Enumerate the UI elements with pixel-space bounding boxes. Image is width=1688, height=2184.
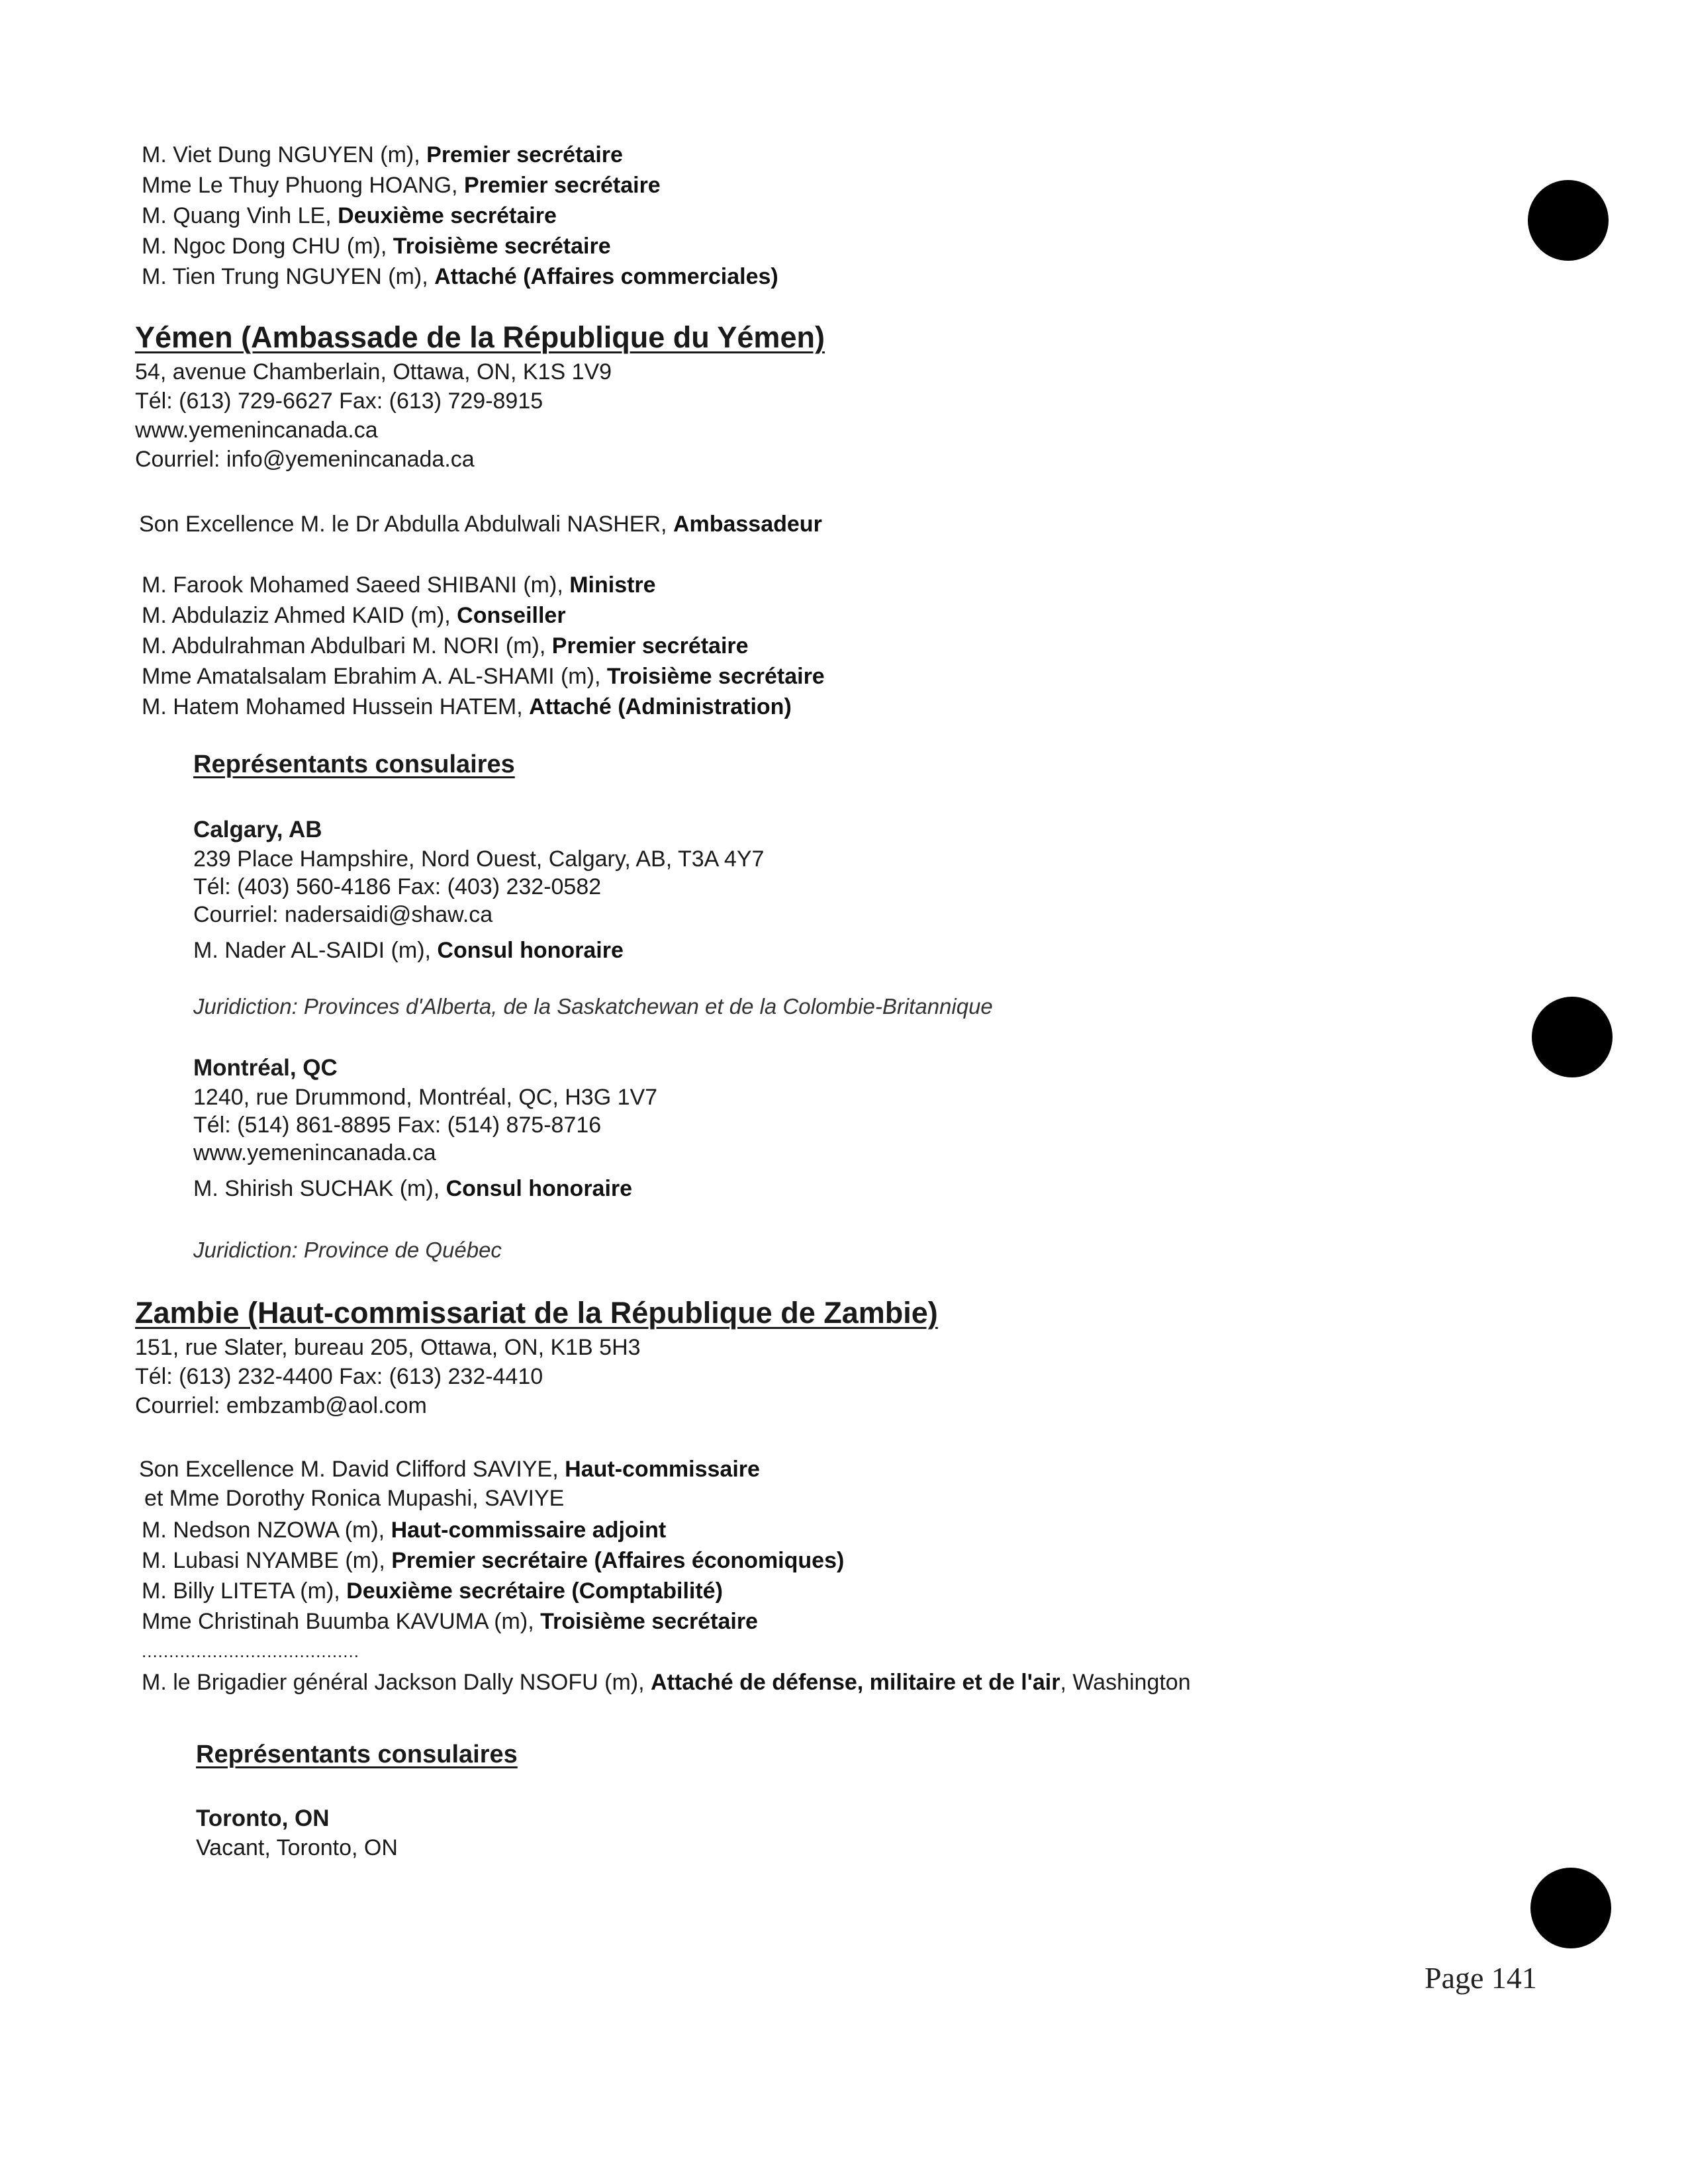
website: www.yemenincanada.ca xyxy=(135,418,378,443)
page-number: Page 141 xyxy=(1425,1961,1537,1995)
spouse: et Mme Dorothy Ronica Mupashi, SAVIYE xyxy=(144,1486,565,1511)
head-of-mission: Son Excellence M. le Dr Abdulla Abdulwali NASHER, Ambassadeur xyxy=(139,512,822,537)
staff-entry: M. Nedson NZOWA (m), Haut-commissaire adjoint xyxy=(142,1518,667,1543)
staff-entry: M. Tien Trung NGUYEN (m), Attaché (Affaires commerciales) xyxy=(142,264,778,289)
hole-punch xyxy=(1532,997,1613,1077)
address: 151, rue Slater, bureau 205, Ottawa, ON, K1B 5H3 xyxy=(135,1335,641,1360)
staff-entry: M. Ngoc Dong CHU (m), Troisième secrétaire xyxy=(142,234,611,259)
consulate-address: 1240, rue Drummond, Montréal, QC, H3G 1V7 xyxy=(193,1085,658,1110)
email: Courriel: embzamb@aol.com xyxy=(135,1393,427,1418)
staff-entry: Mme Christinah Buumba KAVUMA (m), Troisième secrétaire xyxy=(142,1609,758,1634)
jurisdiction: Juridiction: Provinces d'Alberta, de la Saskatchewan et de la Colombie-Britannique xyxy=(193,994,993,1019)
consulate-website: www.yemenincanada.ca xyxy=(193,1140,436,1165)
address: 54, avenue Chamberlain, Ottawa, ON, K1S 1V9 xyxy=(135,359,612,385)
section-heading-zambia: Zambie (Haut-commissariat de la République de Zambie) xyxy=(135,1296,938,1330)
staff-entry: M. Abdulrahman Abdulbari M. NORI (m), Premier secrétaire xyxy=(142,633,749,659)
consulate-city: Toronto, ON xyxy=(196,1805,330,1831)
consulate-city: Calgary, AB xyxy=(193,817,322,842)
phone-fax: Tél: (613) 729-6627 Fax: (613) 729-8915 xyxy=(135,388,543,414)
consulate-email: Courriel: nadersaidi@shaw.ca xyxy=(193,902,493,927)
phone-fax: Tél: (613) 232-4400 Fax: (613) 232-4410 xyxy=(135,1364,543,1389)
consulate-address: 239 Place Hampshire, Nord Ouest, Calgary, AB, T3A 4Y7 xyxy=(193,846,765,872)
staff-entry: M. Quang Vinh LE, Deuxième secrétaire xyxy=(142,203,557,228)
consul-entry: M. Nader AL-SAIDI (m), Consul honoraire xyxy=(193,938,624,963)
consul-entry: M. Shirish SUCHAK (m), Consul honoraire xyxy=(193,1176,633,1201)
staff-entry: M. Viet Dung NGUYEN (m), Premier secrétaire xyxy=(142,142,623,167)
defense-attache-entry: M. le Brigadier général Jackson Dally NSOFU (m), Attaché de défense, militaire et de l'air, Washington xyxy=(142,1670,1191,1695)
consular-heading: Représentants consulaires xyxy=(196,1741,518,1768)
staff-entry: M. Hatem Mohamed Hussein HATEM, Attaché (Administration) xyxy=(142,694,792,719)
staff-entry: M. Farook Mohamed Saeed SHIBANI (m), Ministre xyxy=(142,572,656,598)
head-of-mission: Son Excellence M. David Clifford SAVIYE, Haut-commissaire xyxy=(139,1457,760,1482)
consulate-phone: Tél: (403) 560-4186 Fax: (403) 232-0582 xyxy=(193,874,602,899)
dotted-separator: ........................................ xyxy=(142,1641,359,1661)
consular-heading: Représentants consulaires xyxy=(193,751,515,778)
section-heading-yemen: Yémen (Ambassade de la République du Yémen) xyxy=(135,320,825,354)
staff-entry: M. Billy LITETA (m), Deuxième secrétaire (Comptabilité) xyxy=(142,1578,723,1604)
staff-entry: Mme Amatalsalam Ebrahim A. AL-SHAMI (m), Troisième secrétaire xyxy=(142,664,825,689)
hole-punch xyxy=(1528,180,1609,261)
consulate-phone: Tél: (514) 861-8895 Fax: (514) 875-8716 xyxy=(193,1113,602,1138)
staff-entry: M. Abdulaziz Ahmed KAID (m), Conseiller xyxy=(142,603,566,628)
email: Courriel: info@yemenincanada.ca xyxy=(135,447,475,472)
hole-punch xyxy=(1530,1868,1611,1948)
consulate-address: Vacant, Toronto, ON xyxy=(196,1835,398,1860)
staff-entry: Mme Le Thuy Phuong HOANG, Premier secrétaire xyxy=(142,173,661,198)
jurisdiction: Juridiction: Province de Québec xyxy=(193,1238,502,1262)
consulate-city: Montréal, QC xyxy=(193,1055,338,1081)
staff-entry: M. Lubasi NYAMBE (m), Premier secrétaire (Affaires économiques) xyxy=(142,1548,845,1573)
